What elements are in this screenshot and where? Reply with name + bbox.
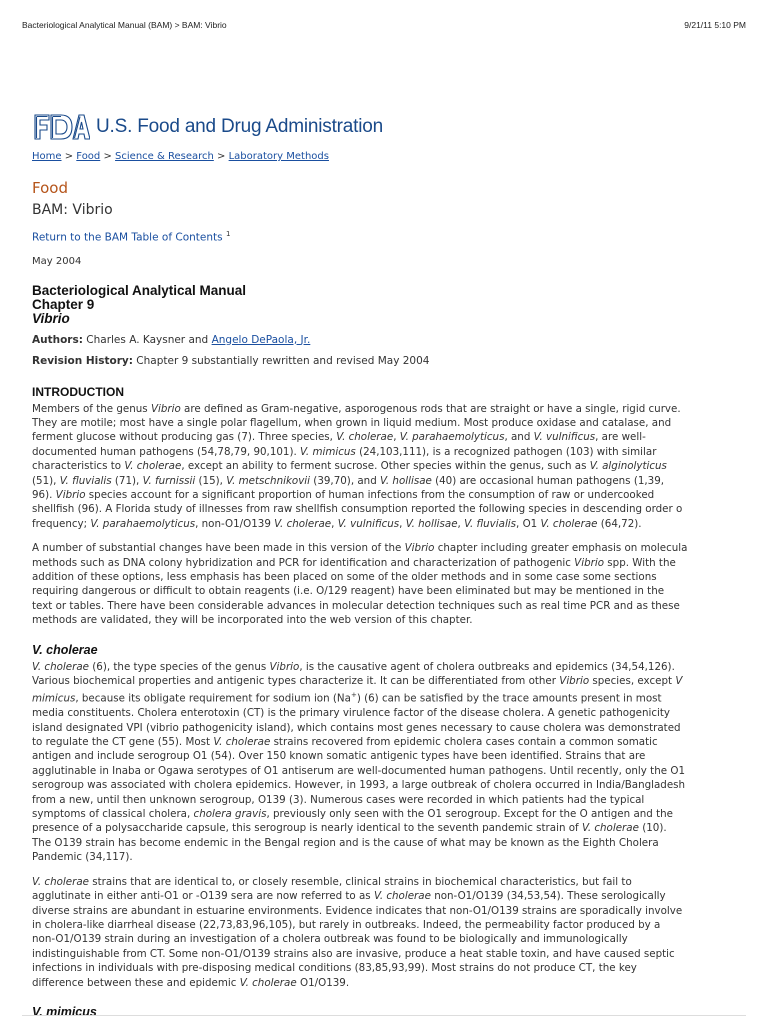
revision-history-line [32, 354, 768, 368]
text-line: text or tables. There have been considerable advances in molecular detection techniques such as real time PCR and as these [32, 599, 680, 612]
manual-title: Bacteriological Analytical Manual [32, 282, 247, 298]
text-line: antigen and include serogroup O1 (54). Over 150 known somatic antigenic types have been identified. Strains that are [32, 750, 646, 763]
publication-date: May 2004 [32, 255, 82, 267]
text-line: indistinguishable from CT. Some non-O1/O139 strains also are invasive, produce a heat stable toxin, and have caused septic [32, 947, 675, 960]
text-line: agglutinable in Inaba or Ogawa serotypes of O1 antiserum are well-documented human pathogens. Until recently, only the O1 [32, 764, 685, 777]
text-line: ferment glucose without producing gas (7). Three species, V. cholerae, V. parahaemolyticus, and V. vulnificus, are well- [32, 431, 646, 444]
text-line: mimicus, because its obligate requirement for sodium ion (Na+) (6) can be satisfied by the trace amounts present in most [32, 691, 662, 705]
authors-label: Authors: [32, 333, 83, 346]
text-line: Pandemic (34,117). [32, 851, 133, 864]
text-line: (51), V. fluvialis (71), V. furnissii (15), V. metschnikovii (39,70), and V. hollisae (40) are occasional human pathogens (1,39, [32, 474, 665, 487]
heading-introduction: INTRODUCTION [32, 384, 124, 399]
print-header-title: Bacteriological Analytical Manual (BAM) > BAM: Vibrio [22, 20, 227, 30]
text-line: from a new, until then unknown serogroup, O139 (3). Numerous cases were recorded in which patients had the typical [32, 793, 645, 806]
text-line: V. cholerae strains that are identical to, or closely resemble, clinical strains in biochemical characteristics, but fail to [32, 875, 632, 888]
heading-v-cholerae: V. cholerae [32, 642, 98, 657]
text-line: frequency; V. parahaemolyticus, non-O1/O139 V. cholerae, V. vulnificus, V. hollisae, V. fluvialis, O1 V. cholerae (64,72). [32, 517, 642, 530]
print-header-timestamp: 9/21/11 5:10 PM [684, 20, 746, 30]
text-line: methods are validated, they will be incorporated into the web version of this chapter. [32, 614, 473, 627]
author-link[interactable]: Angelo DePaola, Jr. [211, 333, 311, 346]
footnote-marker: 1 [225, 230, 231, 238]
text-line: non-O1/O139 strain during an investigation of a cholera outbreak was found to be biologically and immunologically [32, 933, 628, 946]
manual-chapter: Chapter 9 [32, 296, 95, 312]
manual-subtitle: Vibrio [32, 310, 70, 326]
authors-text: Charles A. Kaysner and [86, 333, 209, 346]
text-line: diverse strains are abundant in estuarine environments. Evidence indicates that non-O1/O139 strains are sporadically involve [32, 904, 683, 917]
revision-label: Revision History: [32, 354, 133, 367]
paragraph-intro-1 [32, 402, 768, 532]
breadcrumb-separator: > [217, 151, 226, 162]
paragraph-cholerae-2 [32, 875, 768, 990]
text-line: requiring dangerous or difficult to obtain reagents (i.e. O/129 reagent) have been eliminated but may be mentioned in the [32, 585, 665, 598]
text-line: agglutinate in either anti-O1 or -O139 sera are now referred to as V. cholerae non-O1/O139 (34,53,54). These serologically [32, 890, 666, 903]
breadcrumb [32, 150, 768, 164]
print-header [22, 20, 746, 34]
text-line: Various biochemical properties and antigenic types characterize it. It can be differentiated from other Vibrio species, except V [32, 675, 683, 687]
page-title: BAM: Vibrio [32, 202, 113, 218]
manual-heading [32, 284, 768, 326]
text-line: symptoms of classical cholera, cholera gravis, previously only seen with the O1 serogroup. Except for the O antigen and the [32, 808, 673, 821]
text-line: Members of the genus Vibrio are defined as Gram-negative, asporogenous rods that are straight or have a single, rigid curve. [32, 402, 681, 415]
text-line: The O139 strain has become endemic in the Bengal region and is the cause of what may be known as the Eighth Cholera [32, 836, 659, 849]
text-line: characteristics to V. cholerae, except an ability to ferment sucrose. Other species within the genus, such as V. alginolyticus [32, 460, 667, 473]
text-line: media constituents. Cholera enterotoxin (CT) is the primary virulence factor of the disease cholera. A genetic pathogenicity [32, 707, 671, 720]
page-footer [22, 1015, 746, 1024]
text-line: to regulate the CT gene (55). Most V. cholerae strains recovered from epidemic cholera cases contain a common somatic [32, 736, 658, 749]
return-to-toc-link[interactable]: Return to the BAM Table of Contents [32, 231, 223, 244]
section-title: Food [32, 179, 68, 197]
text-line: infections in individuals with pre-disposing medical conditions (83,85,93,99). Most strains do not produce CT, the key [32, 962, 637, 975]
authors-line [32, 333, 768, 347]
text-line: difference between these and epidemic V. cholerae O1/O139. [32, 976, 350, 989]
text-line: They are motile; most have a single polar flagellum, when grown in liquid medium. Most produce oxidase and catalase, and [32, 416, 672, 429]
main-content [32, 150, 768, 1019]
revision-text: Chapter 9 substantially rewritten and revised May 2004 [136, 354, 430, 367]
text-line: documented human pathogens (54,78,79, 90,101). V. mimicus (24,103,111), is a recognized pathogen (103) with similar [32, 445, 657, 458]
text-line: serogroup was associated with cholera epidemics. However, in 1993, a large outbreak of cholera occurred in India/Bangladesh [32, 779, 686, 792]
toc-link-row [32, 227, 768, 245]
breadcrumb-home[interactable]: Home [32, 151, 62, 162]
fda-logo-icon [32, 112, 90, 142]
text-line: 96). Vibrio species account for a significant proportion of human infections from the consumption of raw or undercooked [32, 488, 655, 501]
paragraph-cholerae-1 [32, 660, 768, 865]
breadcrumb-food[interactable]: Food [76, 151, 101, 162]
text-line: island designated VPI (vibrio pathogenicity island), which contains most genes necessary to cause cholera was demonstrated [32, 721, 681, 734]
text-line: methods such as DNA colony hybridization and PCR for identification and characterization of pathogenic Vibrio spp. With the [32, 556, 676, 569]
text-line: in cholera-like diarrheal disease (22,73,83,96,105), but rarely in outbreaks. Indeed, the permeability factor produced by a [32, 918, 661, 931]
breadcrumb-laboratory-methods[interactable]: Laboratory Methods [228, 151, 329, 162]
breadcrumb-separator: > [103, 151, 112, 162]
paragraph-intro-2 [32, 541, 768, 627]
fda-logo[interactable] [32, 112, 383, 142]
text-line: A number of substantial changes have been made in this version of the Vibrio chapter including greater emphasis on molecula [32, 542, 688, 555]
text-line: shellfish (96). A Florida study of illnesses from raw shellfish consumption reported the following species in descending order o [32, 503, 683, 516]
text-line: V. cholerae (6), the type species of the genus Vibrio, is the causative agent of cholera outbreaks and epidemics (34,54,126). [32, 660, 675, 673]
text-line: addition of these options, less emphasis has been placed on some of the older methods and in some case some sections [32, 570, 657, 583]
breadcrumb-separator: > [64, 151, 74, 162]
breadcrumb-science-research[interactable]: Science & Research [115, 151, 214, 162]
heading-v-mimicus: V. mimicus [32, 1004, 97, 1019]
text-line: presence of a polysaccharide capsule, this serogroup is nearly identical to the seventh pandemic strain of V. cholerae (10). [32, 822, 667, 835]
agency-name: U.S. Food and Drug Administration [96, 116, 383, 137]
